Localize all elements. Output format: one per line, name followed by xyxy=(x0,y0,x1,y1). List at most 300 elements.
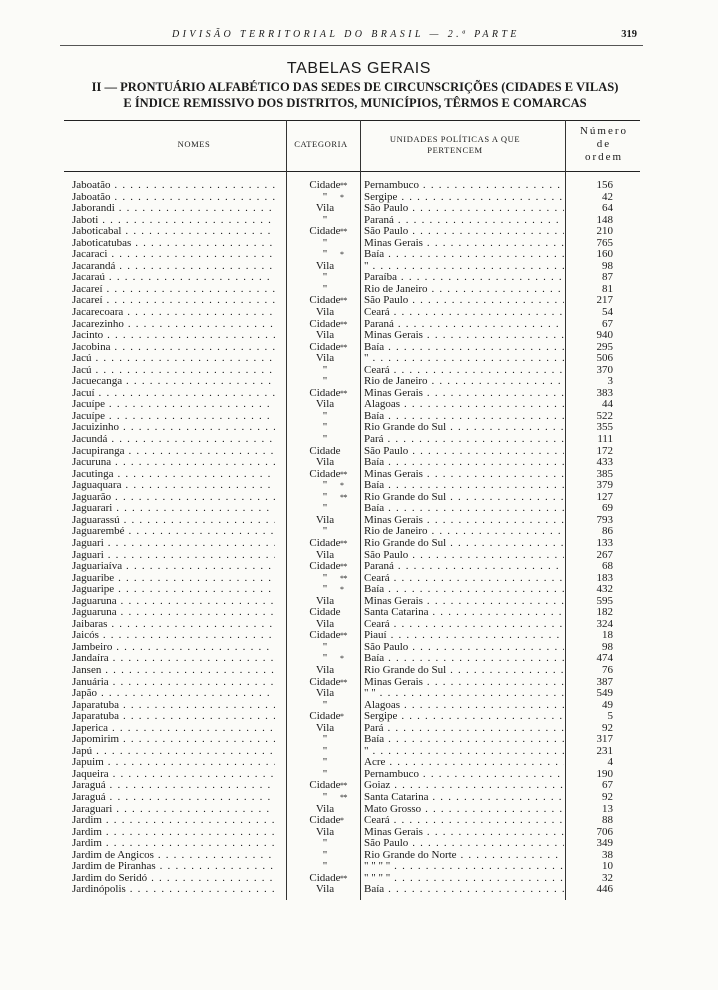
order-number: 383 xyxy=(596,386,613,399)
place-name: Jaboatão . . . xyxy=(72,192,275,204)
table-row xyxy=(0,307,718,319)
table-row xyxy=(0,226,718,238)
political-unit: Rio Grande do Sul . . . xyxy=(364,538,564,550)
political-unit: Baía . . . xyxy=(364,584,564,596)
political-unit: Piauí . . . xyxy=(364,630,564,642)
category: " xyxy=(322,525,328,538)
column-header-units xyxy=(360,134,550,156)
category-mark: * xyxy=(340,481,344,491)
place-name: Jacaraú . . . xyxy=(72,272,275,284)
place-name: Jaguariaíva . . . xyxy=(72,561,275,573)
place-name: Jaguari . . . xyxy=(72,550,275,562)
page-number: 319 xyxy=(621,29,637,40)
category: Cidade xyxy=(309,629,341,642)
order-number: 67 xyxy=(602,317,613,330)
category-mark: ** xyxy=(340,573,347,583)
order-number: 127 xyxy=(596,490,613,503)
category: Cidade xyxy=(309,225,341,238)
category-mark: ** xyxy=(340,181,347,190)
place-name: Jandaíra . . . xyxy=(72,653,275,665)
category: Cidade xyxy=(309,179,341,191)
order-number: 76 xyxy=(602,663,613,676)
place-name: Jambeiro . . . xyxy=(72,642,275,654)
category: Vila xyxy=(315,352,335,365)
category-mark: * xyxy=(340,192,344,202)
category: Cidade xyxy=(309,386,341,399)
table-row xyxy=(0,434,718,446)
place-name: Jacarezinho . . . xyxy=(72,319,275,331)
category: Cidade xyxy=(309,317,341,330)
category-mark: ** xyxy=(340,781,347,791)
place-name: Jaborandi . . . xyxy=(72,203,275,215)
place-name: Japerica . . . xyxy=(72,723,275,735)
political-unit: Baía . . . xyxy=(364,411,564,423)
category: Vila xyxy=(315,663,335,676)
place-name: Jaraguá . . . xyxy=(72,780,275,792)
place-name: Japaratuba . . . xyxy=(72,700,275,712)
category: Vila xyxy=(315,802,335,815)
table-row xyxy=(0,561,718,573)
order-number: 549 xyxy=(596,687,613,700)
category: " xyxy=(322,282,328,295)
category-mark: ** xyxy=(340,388,347,398)
political-unit: " . . . xyxy=(364,746,564,758)
column-header-names: NOMES xyxy=(177,139,211,149)
category: Vila xyxy=(315,202,335,215)
category: " xyxy=(322,271,328,284)
place-name: Jacuípe . . . xyxy=(72,411,275,423)
order-number: 68 xyxy=(602,560,613,573)
place-name: Jacú . . . xyxy=(72,353,275,365)
political-unit: Minas Gerais . . . xyxy=(364,238,564,250)
political-unit: " " " " . . . xyxy=(364,861,564,873)
category: " xyxy=(322,848,328,861)
category: " xyxy=(322,583,328,596)
category: Cidade xyxy=(309,444,341,457)
political-unit: Ceará . . . xyxy=(364,619,564,631)
order-number: 355 xyxy=(596,421,613,434)
order-number: 18 xyxy=(602,629,613,642)
category: " xyxy=(322,698,328,711)
political-unit: Acre . . . xyxy=(364,757,564,769)
order-number: 5 xyxy=(607,710,613,723)
political-unit: Santa Catarina . . . xyxy=(364,607,564,619)
category-mark: ** xyxy=(340,227,347,237)
category: Vila xyxy=(315,329,335,342)
political-unit: Pará . . . xyxy=(364,434,564,446)
category: Cidade xyxy=(309,340,341,353)
political-unit: Alagoas . . . xyxy=(364,700,564,712)
political-unit: Paraná . . . xyxy=(364,215,564,227)
column-header-order xyxy=(564,125,644,164)
category: Cidade xyxy=(309,536,341,549)
place-name: Jacuizinho . . . xyxy=(72,422,275,434)
place-name: Jardim . . . xyxy=(72,838,275,850)
place-name: Jacuí . . . xyxy=(72,388,275,400)
political-unit: Paraíba . . . xyxy=(364,272,564,284)
place-name: Jaguaripe . . . xyxy=(72,584,275,596)
category: " xyxy=(322,860,328,873)
category: " xyxy=(322,571,328,584)
political-unit: Minas Gerais . . . xyxy=(364,388,564,400)
order-number: 54 xyxy=(602,306,613,319)
political-unit: Baía . . . xyxy=(364,653,564,665)
political-unit: Ceará . . . xyxy=(364,307,564,319)
category: Cidade xyxy=(309,467,341,480)
order-number: 183 xyxy=(596,571,613,584)
political-unit: Minas Gerais . . . xyxy=(364,827,564,839)
order-number: 506 xyxy=(596,352,613,365)
table-row xyxy=(0,203,718,215)
category: " xyxy=(322,640,328,653)
category: Vila xyxy=(315,306,335,319)
category: Vila xyxy=(315,883,335,896)
category: " xyxy=(322,375,328,388)
category: " xyxy=(322,248,328,261)
order-number: 160 xyxy=(596,248,613,261)
political-unit: Paraná . . . xyxy=(364,561,564,573)
order-number: 217 xyxy=(596,294,613,307)
place-name: Jaguaruna . . . xyxy=(72,596,275,608)
place-name: Jaibaras . . . xyxy=(72,619,275,631)
section-title: TABELAS GERAIS xyxy=(286,60,432,77)
place-name: Jaguari . . . xyxy=(72,538,275,550)
table-row xyxy=(0,584,718,596)
order-number: 92 xyxy=(602,790,613,803)
table-row xyxy=(0,665,718,677)
category: " xyxy=(322,744,328,757)
political-unit: " . . . xyxy=(364,261,564,273)
category: " xyxy=(322,236,328,249)
order-number: 148 xyxy=(596,213,613,226)
place-name: Jacinto . . . xyxy=(72,330,275,342)
political-unit: Minas Gerais . . . xyxy=(364,469,564,481)
order-number: 940 xyxy=(596,329,613,342)
category: Vila xyxy=(315,617,335,630)
order-number: 324 xyxy=(596,617,613,630)
order-number: 317 xyxy=(596,733,613,746)
place-name: Japaratuba . . . xyxy=(72,711,275,723)
political-unit: Baía . . . xyxy=(364,884,564,896)
place-name: Jaguarembé . . . xyxy=(72,526,275,538)
political-unit: Alagoas . . . xyxy=(364,399,564,411)
order-number: 156 xyxy=(596,179,613,191)
category: Cidade xyxy=(309,560,341,573)
political-unit: Minas Gerais . . . xyxy=(364,677,564,689)
category: " xyxy=(322,767,328,780)
column-header-category: CATEGORIA xyxy=(294,139,348,149)
place-name: Jardim . . . xyxy=(72,815,275,827)
category-mark: * xyxy=(340,250,344,260)
political-unit: Rio Grande do Norte . . . xyxy=(364,850,564,862)
place-name: Jacarandá . . . xyxy=(72,261,275,273)
place-name: Jaboticatubas . . . xyxy=(72,238,275,250)
political-unit: Pará . . . xyxy=(364,723,564,735)
table-row xyxy=(0,330,718,342)
category: " xyxy=(322,433,328,446)
category-mark: * xyxy=(340,816,344,826)
political-unit: Baía . . . xyxy=(364,503,564,515)
political-unit: São Paulo . . . xyxy=(364,838,564,850)
place-name: Jacareí . . . xyxy=(72,295,275,307)
order-number: 349 xyxy=(596,837,613,850)
political-unit: Baía . . . xyxy=(364,342,564,354)
political-unit: São Paulo . . . xyxy=(364,550,564,562)
place-name: Jacaraci . . . xyxy=(72,249,275,261)
category-mark: ** xyxy=(340,319,347,329)
category: " xyxy=(322,363,328,376)
place-name: Jaicós . . . xyxy=(72,630,275,642)
order-number: 10 xyxy=(602,860,613,873)
political-unit: São Paulo . . . xyxy=(364,226,564,238)
column-header-order-line-2: de xyxy=(596,138,612,150)
political-unit: Sergipe . . . xyxy=(364,711,564,723)
category-mark: * xyxy=(340,654,344,664)
political-unit: Ceará . . . xyxy=(364,815,564,827)
order-number: 595 xyxy=(596,594,613,607)
category: Cidade xyxy=(309,871,341,884)
category: " xyxy=(322,409,328,422)
table-row xyxy=(0,457,718,469)
order-number: 81 xyxy=(602,282,613,295)
order-number: 87 xyxy=(602,271,613,284)
category-mark: ** xyxy=(340,492,347,502)
place-name: Jaguaruna . . . xyxy=(72,607,275,619)
political-unit: Sergipe . . . xyxy=(364,192,564,204)
place-name: Jaguarassú . . . xyxy=(72,515,275,527)
order-number: 385 xyxy=(596,467,613,480)
order-number: 765 xyxy=(596,236,613,249)
political-unit: Minas Gerais . . . xyxy=(364,330,564,342)
table-row xyxy=(0,688,718,700)
political-unit: Santa Catarina . . . xyxy=(364,792,564,804)
political-unit: São Paulo . . . xyxy=(364,295,564,307)
place-name: Japão . . . xyxy=(72,688,275,700)
order-number: 793 xyxy=(596,513,613,526)
order-number: 210 xyxy=(596,225,613,238)
place-name: Jardinópolis . . . xyxy=(72,884,275,896)
order-number: 98 xyxy=(602,259,613,272)
political-unit: Rio Grande do Sul . . . xyxy=(364,492,564,504)
category: Vila xyxy=(315,594,335,607)
category: Cidade xyxy=(309,675,341,688)
political-unit: Rio de Janeiro . . . xyxy=(364,526,564,538)
political-unit: São Paulo . . . xyxy=(364,203,564,215)
political-unit: " " . . . xyxy=(364,688,564,700)
category-mark: ** xyxy=(340,677,347,687)
political-unit: São Paulo . . . xyxy=(364,642,564,654)
place-name: Jaguarão . . . xyxy=(72,492,275,504)
place-name: Jardim do Seridó . . . xyxy=(72,873,275,885)
category-mark: ** xyxy=(340,873,347,883)
political-unit: Rio de Janeiro . . . xyxy=(364,284,564,296)
political-unit: Minas Gerais . . . xyxy=(364,596,564,608)
column-header-order-line-1: Número xyxy=(579,125,629,137)
category-mark: * xyxy=(340,585,344,595)
order-number: 4 xyxy=(607,756,613,769)
category-mark: ** xyxy=(340,562,347,572)
political-unit: São Paulo . . . xyxy=(364,446,564,458)
category: Cidade xyxy=(309,606,341,619)
place-name: Jacú . . . xyxy=(72,365,275,377)
column-header-units-line-2: PERTENCEM xyxy=(427,145,483,155)
place-name: Jaboti . . . xyxy=(72,215,275,227)
category: " xyxy=(322,421,328,434)
place-name: Jaguaribe . . . xyxy=(72,573,275,585)
category-mark: ** xyxy=(340,296,347,306)
order-number: 387 xyxy=(596,675,613,688)
place-name: Jacobina . . . xyxy=(72,342,275,354)
category: " xyxy=(322,190,328,203)
political-unit: Minas Gerais . . . xyxy=(364,515,564,527)
order-number: 522 xyxy=(596,409,613,422)
place-name: Jacarecoara . . . xyxy=(72,307,275,319)
subtitle-line-2: E ÍNDICE REMISSIVO DOS DISTRITOS, MUNICÍPIOS, TÊRMOS E COMARCAS xyxy=(123,96,587,110)
category: Vila xyxy=(315,825,335,838)
place-name: Japú . . . xyxy=(72,746,275,758)
place-name: Japuim . . . xyxy=(72,757,275,769)
place-name: Jaguaquara . . . xyxy=(72,480,275,492)
place-name: Jardim de Piranhas . . . xyxy=(72,861,275,873)
political-unit: Paraná . . . xyxy=(364,319,564,331)
place-name: Jacupiranga . . . xyxy=(72,446,275,458)
political-unit: Rio Grande do Sul . . . xyxy=(364,665,564,677)
category: Vila xyxy=(315,548,335,561)
political-unit: Mato Grosso . . . xyxy=(364,804,564,816)
order-number: 92 xyxy=(602,721,613,734)
table-header xyxy=(64,120,640,172)
place-name: Jaboatão . . . xyxy=(72,180,275,192)
category: " xyxy=(322,502,328,515)
political-unit: Rio de Janeiro . . . xyxy=(364,376,564,388)
place-name: Jansen . . . xyxy=(72,665,275,677)
category: " xyxy=(322,652,328,665)
political-unit: Goiaz . . . xyxy=(364,780,564,792)
place-name: Jaraguá . . . xyxy=(72,792,275,804)
category: Vila xyxy=(315,721,335,734)
political-unit: Baía . . . xyxy=(364,249,564,261)
political-unit: Rio Grande do Sul . . . xyxy=(364,422,564,434)
order-number: 3 xyxy=(607,375,613,388)
political-unit: Pernambuco . . . xyxy=(364,180,564,192)
order-number: 295 xyxy=(596,340,613,353)
place-name: Jacutinga . . . xyxy=(72,469,275,481)
table-body xyxy=(0,180,718,896)
order-number: 706 xyxy=(596,825,613,838)
place-name: Jardim . . . xyxy=(72,827,275,839)
running-header xyxy=(60,29,643,46)
political-unit: " . . . xyxy=(364,353,564,365)
table-row xyxy=(0,838,718,850)
table-row xyxy=(0,538,718,550)
order-number: 379 xyxy=(596,479,613,492)
subtitle-line-1: II — PRONTUÁRIO ALFABÉTICO DAS SEDES DE CIRCUNSCRIÇÕES (CIDADES E VILAS) xyxy=(91,80,619,94)
category-mark: ** xyxy=(340,469,347,479)
political-unit: Baía . . . xyxy=(364,734,564,746)
order-number: 267 xyxy=(596,548,613,561)
place-name: Jacuruna . . . xyxy=(72,457,275,469)
place-name: Jacuecanga . . . xyxy=(72,376,275,388)
category: Vila xyxy=(315,398,335,411)
order-number: 433 xyxy=(596,456,613,469)
order-number: 446 xyxy=(596,883,613,896)
category: Vila xyxy=(315,456,335,469)
category: Cidade xyxy=(309,710,341,723)
order-number: 474 xyxy=(596,652,613,665)
column-header-units-line-1: UNIDADES POLÍTICAS A QUE xyxy=(389,134,521,144)
order-number: 13 xyxy=(602,802,613,815)
place-name: Jacuípe . . . xyxy=(72,399,275,411)
order-number: 231 xyxy=(596,744,613,757)
place-name: Januária . . . xyxy=(72,677,275,689)
order-number: 133 xyxy=(596,536,613,549)
category-mark: ** xyxy=(340,792,347,802)
place-name: Jaraguari . . . xyxy=(72,804,275,816)
table-row xyxy=(0,180,718,192)
order-number: 64 xyxy=(602,202,613,215)
order-number: 432 xyxy=(596,583,613,596)
category: Cidade xyxy=(309,294,341,307)
category-mark: ** xyxy=(340,538,347,548)
category: Vila xyxy=(315,687,335,700)
political-unit: Ceará . . . xyxy=(364,573,564,585)
category: " xyxy=(322,479,328,492)
running-title: DIVISÃO TERRITORIAL DO BRASIL — 2.ª PARTE xyxy=(172,29,520,40)
place-name: Jardim de Angicos . . . xyxy=(72,850,275,862)
political-unit: Ceará . . . xyxy=(364,365,564,377)
order-number: 98 xyxy=(602,640,613,653)
category: " xyxy=(322,213,328,226)
political-unit: Baía . . . xyxy=(364,457,564,469)
order-number: 42 xyxy=(602,190,613,203)
category: Cidade xyxy=(309,779,341,792)
order-number: 49 xyxy=(602,698,613,711)
place-name: Jacundá . . . xyxy=(72,434,275,446)
column-header-order-line-3: ordem xyxy=(584,151,624,163)
table-row xyxy=(0,792,718,804)
category: " xyxy=(322,490,328,503)
category-mark: ** xyxy=(340,342,347,352)
category: Cidade xyxy=(309,814,341,827)
order-number: 44 xyxy=(602,398,613,411)
category: " xyxy=(322,756,328,769)
order-number: 67 xyxy=(602,779,613,792)
place-name: Japomirim . . . xyxy=(72,734,275,746)
political-unit: Pernambuco . . . xyxy=(364,769,564,781)
place-name: Jaguarari . . . xyxy=(72,503,275,515)
order-number: 32 xyxy=(602,871,613,884)
political-unit: Baía . . . xyxy=(364,480,564,492)
category-mark: * xyxy=(340,712,344,722)
order-number: 111 xyxy=(597,433,613,446)
order-number: 69 xyxy=(602,502,613,515)
order-number: 190 xyxy=(596,767,613,780)
place-name: Jaboticabal . . . xyxy=(72,226,275,238)
category: " xyxy=(322,790,328,803)
table-row xyxy=(0,884,718,896)
order-number: 86 xyxy=(602,525,613,538)
order-number: 182 xyxy=(596,606,613,619)
order-number: 172 xyxy=(596,444,613,457)
order-number: 38 xyxy=(602,848,613,861)
political-unit: " " " " . . . xyxy=(364,873,564,885)
table-row xyxy=(0,711,718,723)
category: " xyxy=(322,733,328,746)
category-mark: ** xyxy=(340,631,347,641)
place-name: Jaqueira . . . xyxy=(72,769,275,781)
place-name: Jacareí . . . xyxy=(72,284,275,296)
order-number: 370 xyxy=(596,363,613,376)
